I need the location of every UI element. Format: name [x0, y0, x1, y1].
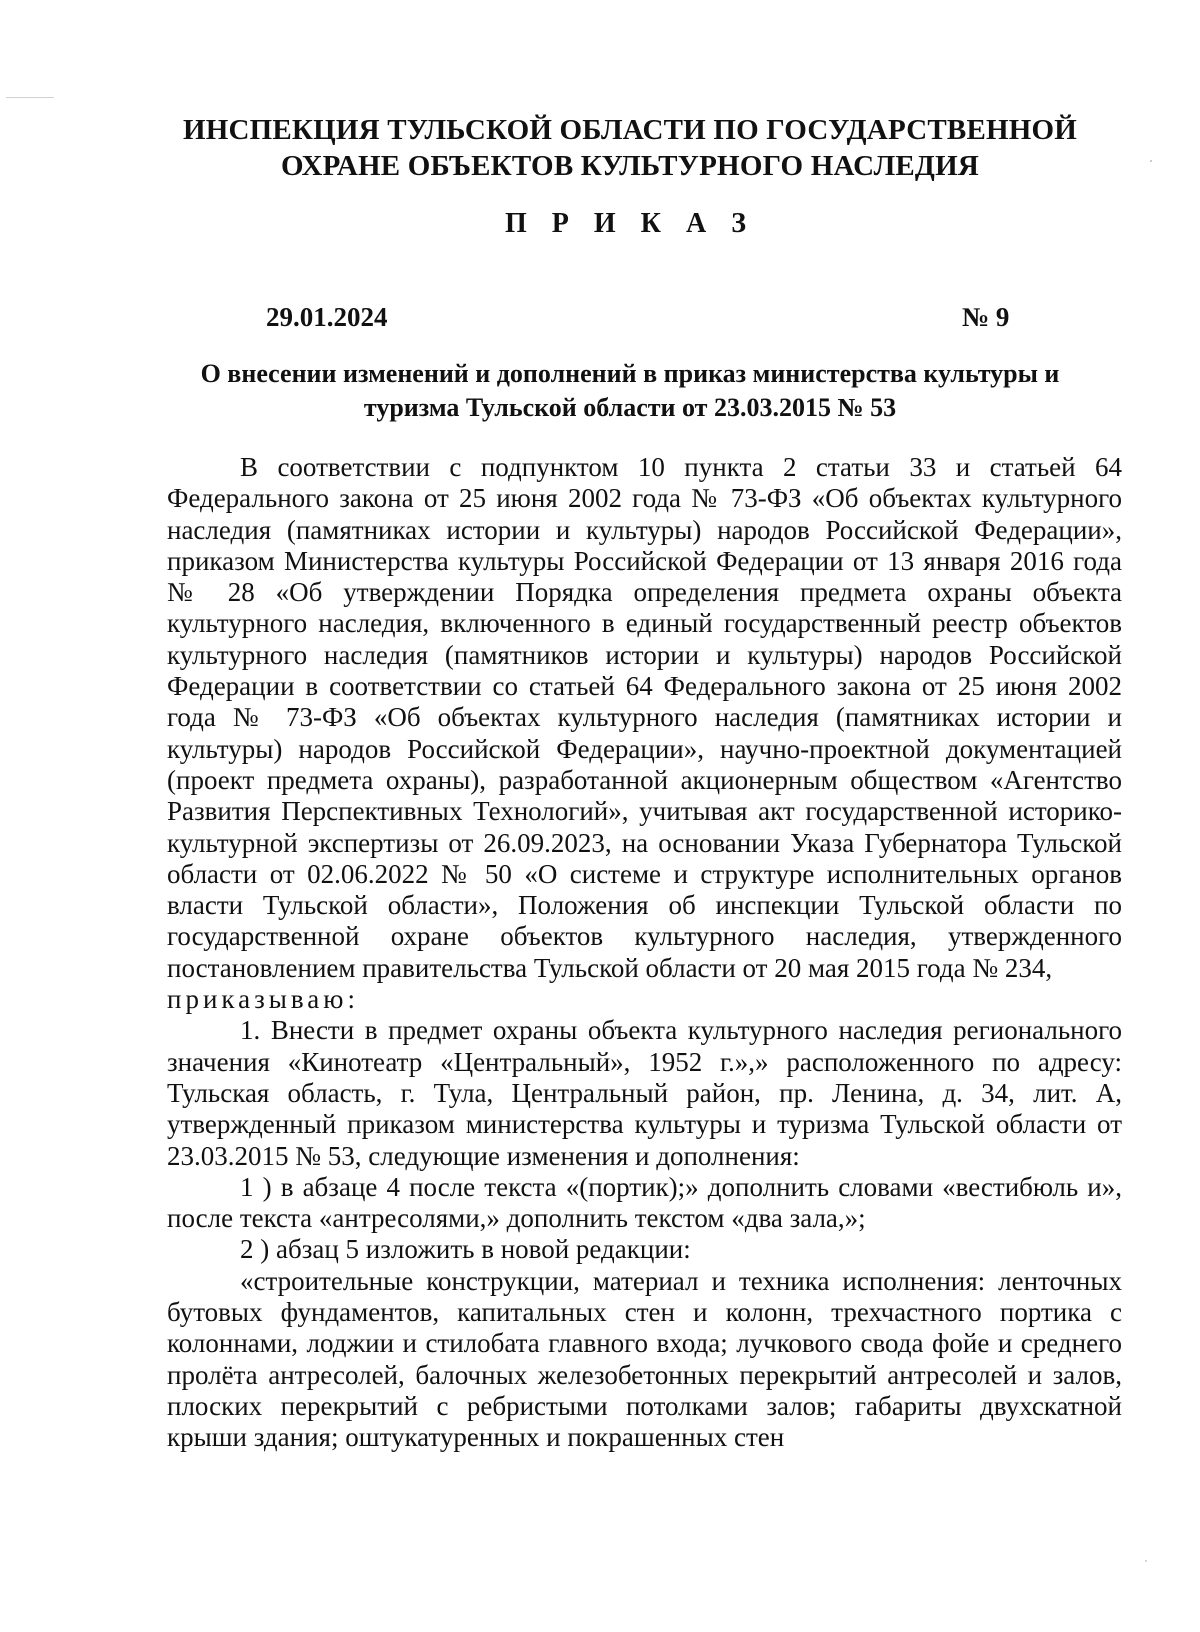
order-verb: приказываю:	[167, 984, 359, 1015]
order-verb-paragraph	[167, 984, 1122, 1015]
order-subject: О внесении изменений и дополнений в приказ министерства культуры и туризма Тульской области от 23.03.2015 № 53	[200, 359, 1060, 422]
organization-title	[130, 112, 1130, 184]
order-body	[167, 452, 1122, 1454]
preamble-paragraph: В соответствии с подпунктом 10 пункта 2 статьи 33 и статьей 64 Федерального закона от 25 июня 2002 года № 73-ФЗ «Об объектах культурного наследия (памятниках истории и культуры) народов Российской Федерации», приказом Министерства культуры Российской Федерации от 13 января 2016 года № 28 «Об утверждении Порядка определения предмета охраны объекта культурного наследия, включенного в единый государственный реестр объектов культурного наследия (памятников истории и культуры) народов Российской Федерации в соответствии со статьей 64 Федерального закона от 25 июня 2002 года № 73-ФЗ «Об объектах культурного наследия (памятниках истории и культуры) народов Российской Федерации», научно-проектной документацией (проект предмета охраны), разработанной акционерным обществом «Агентство Развития Перспективных Технологий», учитывая акт государственной историко-культурной экспертизы от 26.09.2023, на основании Указа Губернатора Тульской области от 02.06.2022 № 50 «О системе и структуре исполнительных органов власти Тульской области», Положения об инспекции Тульской области по государственной охране объектов культурного наследия, утвержденного постановлением правительства Тульской области от 20 мая 2015 года № 234,	[167, 452, 1122, 983]
scan-speck	[6, 97, 54, 98]
organization-title-line-2: ОХРАНЕ ОБЪЕКТОВ КУЛЬТУРНОГО НАСЛЕДИЯ	[280, 150, 979, 182]
order-date: 29.01.2024	[266, 302, 388, 332]
organization-title-line-1: ИНСПЕКЦИЯ ТУЛЬСКОЙ ОБЛАСТИ ПО ГОСУДАРСТВЕННОЙ	[182, 114, 1078, 146]
scan-speck	[1145, 1560, 1147, 1562]
scan-speck	[1150, 160, 1152, 162]
quoted-text-paragraph: «строительные конструкции, материал и техника исполнения: ленточных бутовых фундаментов, капитальных стен и колонн, трехчастного портика с колоннами, лоджии и стилобата главного входа; лучкового свода фойе и среднего пролёта антресолей, балочных железобетонных перекрытий антресолей и залов, плоских перекрытий с ребристыми потолками залов; габариты двухскатной крыши здания; оштукатуренных и покрашенных стен	[167, 1265, 1122, 1453]
order-number: № 9	[962, 302, 1010, 332]
item-1-paragraph: 1. Внести в предмет охраны объекта культурного наследия регионального значения «Кинотеатр «Центральный», 1952 г.»,» расположенного по адресу: Тульская область, г. Тула, Центральный район, пр. Ленина, д. 34, лит. А, утвержденный приказом министерства культуры и туризма Тульской области от 23.03.2015 № 53, следующие изменения и дополнения:	[167, 1015, 1122, 1171]
subitem-2-paragraph: 2 ) абзац 5 изложить в новой редакции:	[240, 1234, 691, 1265]
subitem-1-paragraph: 1 ) в абзаце 4 после текста «(портик);» дополнить словами «вестибюль и», после текста «антресолями,» дополнить текстом «два зала,»;	[167, 1171, 1122, 1234]
document-type-heading: П Р И К А З	[505, 208, 755, 239]
